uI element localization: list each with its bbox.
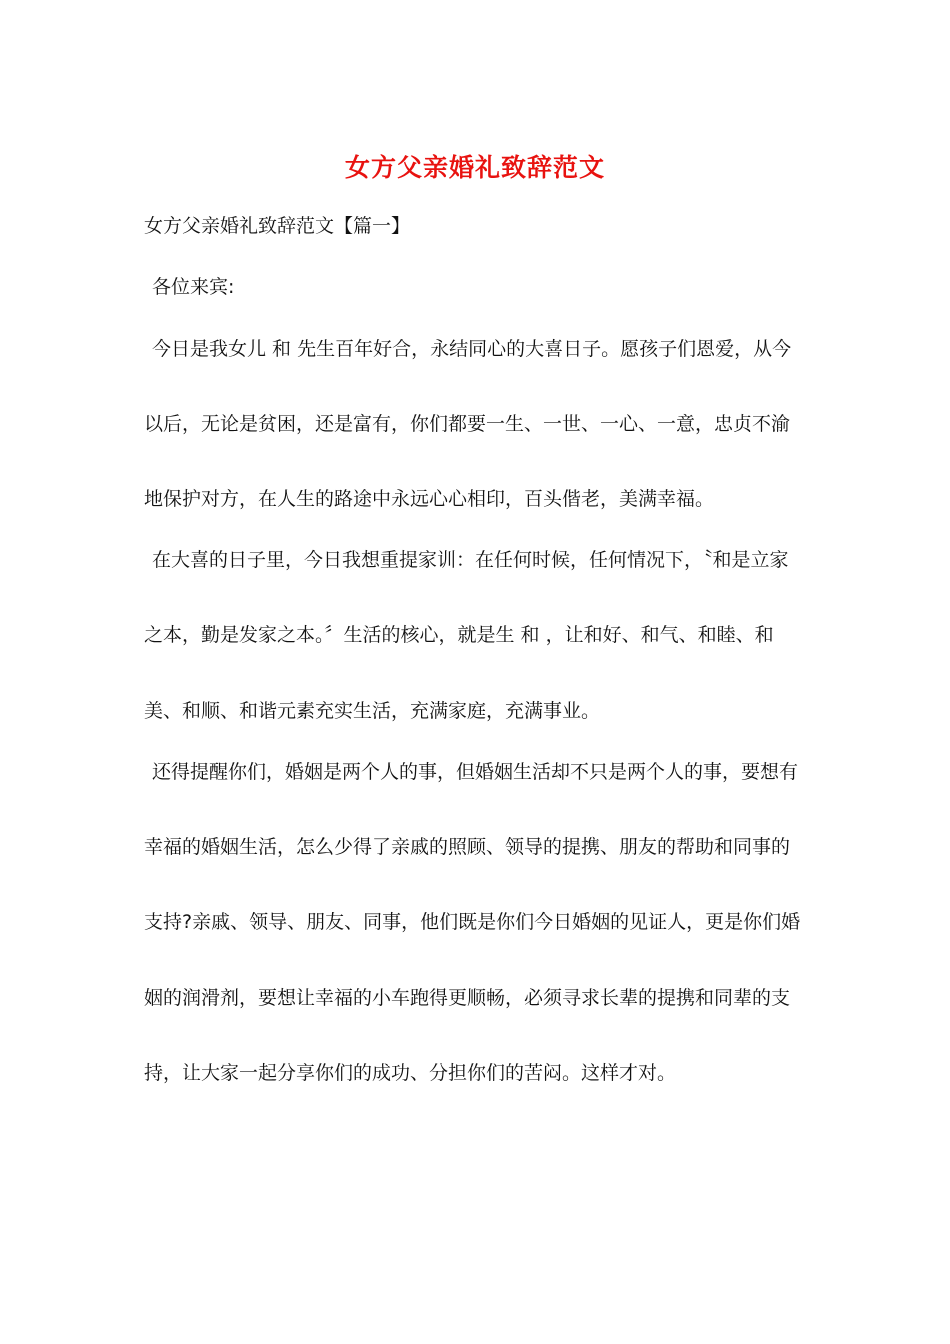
paragraph-3-line-5: 持，让大家一起分享你们的成功、分担你们的苦闷。这样才对。: [144, 1062, 677, 1084]
section-heading: 女方父亲婚礼致辞范文【篇一】: [144, 215, 411, 237]
paragraph-2-line-2: 之本，勤是发家之本。〞生活的核心，就是生 和 ，让和好、和气、和睦、和: [144, 624, 774, 646]
paragraph-3-line-2: 幸福的婚姻生活，怎么少得了亲戚的照顾、领导的提携、朋友的帮助和同事的: [144, 836, 791, 858]
paragraph-3-line-4: 姻的润滑剂，要想让幸福的小车跑得更顺畅，必须寻求长辈的提携和同辈的支: [144, 987, 791, 1009]
paragraph-2-line-1: 在大喜的日子里，今日我想重提家训：在任何时候，任何情况下，〝和是立家: [152, 549, 789, 571]
paragraph-2-line-3: 美、和顺、和谐元素充实生活，充满家庭，充满事业。: [144, 700, 601, 722]
paragraph-1-line-1: 今日是我女儿 和 先生百年好合，永结同心的大喜日子。愿孩子们恩爱，从今: [152, 338, 792, 360]
greeting: 各位来宾:: [152, 276, 235, 298]
paragraph-3-line-3: 支持?亲戚、领导、朋友、同事，他们既是你们今日婚姻的见证人，更是你们婚: [144, 911, 801, 933]
paragraph-1-line-3: 地保护对方，在人生的路途中永远心心相印，百头偕老，美满幸福。: [144, 488, 715, 510]
document-title: 女方父亲婚礼致辞范文: [344, 153, 605, 182]
paragraph-3-line-1: 还得提醒你们，婚姻是两个人的事，但婚姻生活却不只是两个人的事，要想有: [152, 761, 799, 783]
paragraph-1-line-2: 以后，无论是贫困，还是富有，你们都要一生、一世、一心、一意，忠贞不渝: [144, 413, 791, 435]
